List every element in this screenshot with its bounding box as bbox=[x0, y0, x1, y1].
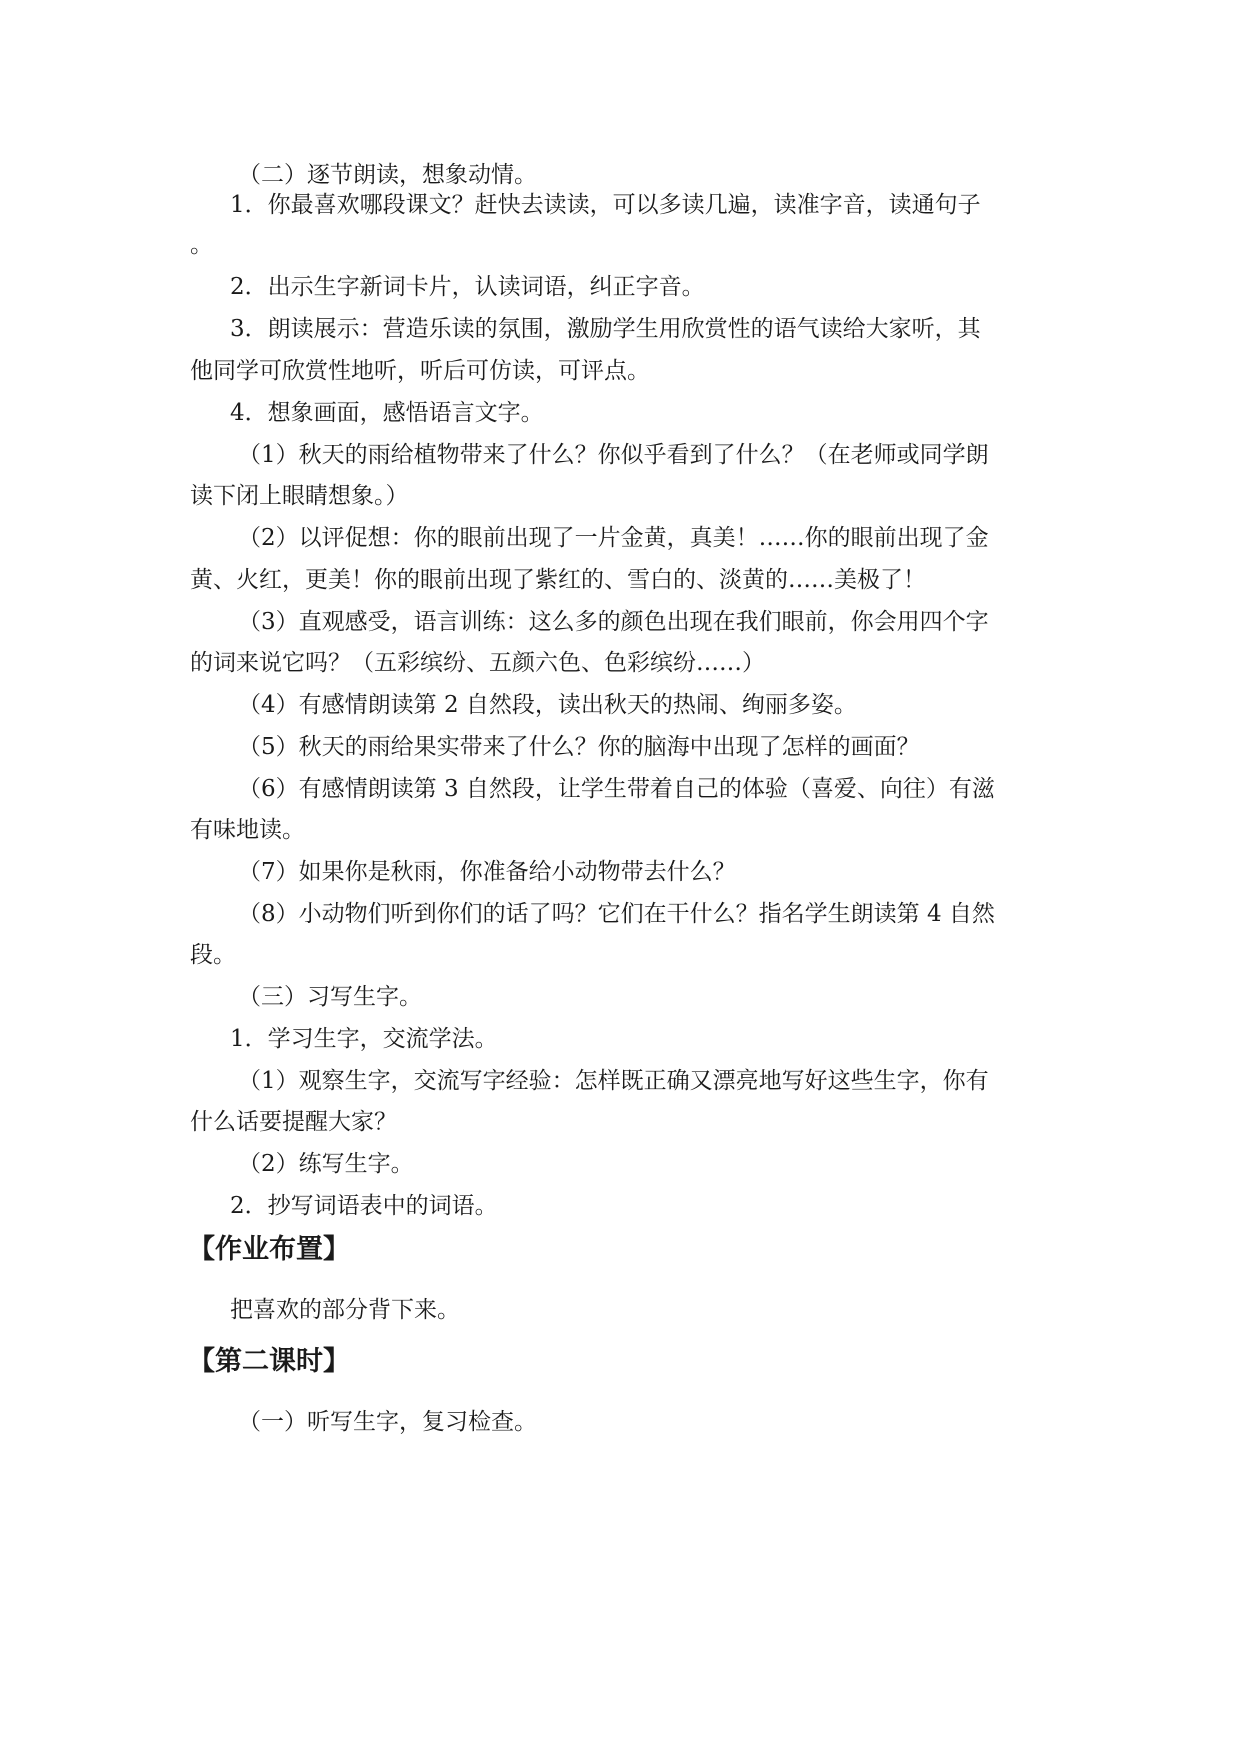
paragraph-line: 4．想象画面，感悟语言文字。 bbox=[230, 400, 544, 426]
paragraph-line: （4）有感情朗读第 2 自然段，读出秋天的热闹、绚丽多姿。 bbox=[238, 692, 857, 718]
second-lesson-text: （一）听写生字，复习检查。 bbox=[238, 1409, 537, 1435]
homework-text: 把喜欢的部分背下来。 bbox=[230, 1297, 460, 1323]
paragraph-line: 段。 bbox=[190, 942, 236, 968]
paragraph-line: 读下闭上眼睛想象。） bbox=[190, 483, 409, 509]
heading-homework: 【作业布置】 bbox=[188, 1234, 350, 1265]
paragraph-line: （8）小动物们听到你们的话了吗？它们在干什么？指名学生朗读第 4 自然 bbox=[238, 901, 995, 927]
paragraph-line: 黄、火红，更美！你的眼前出现了紫红的、雪白的、淡黄的……美极了！ bbox=[190, 567, 926, 593]
paragraph-line: 2．抄写词语表中的词语。 bbox=[230, 1193, 498, 1219]
paragraph-line: （2）练写生字。 bbox=[238, 1151, 414, 1177]
paragraph-line: 。 bbox=[190, 232, 213, 258]
paragraph-line: 什么话要提醒大家？ bbox=[190, 1109, 397, 1135]
paragraph-line: （5）秋天的雨给果实带来了什么？你的脑海中出现了怎样的画面？ bbox=[238, 734, 920, 760]
paragraph-line: 3．朗读展示：营造乐读的氛围，激励学生用欣赏性的语气读给大家听，其 bbox=[230, 316, 981, 342]
paragraph-line: 的词来说它吗？（五彩缤纷、五颜六色、色彩缤纷……） bbox=[190, 650, 765, 676]
paragraph-line: 1．你最喜欢哪段课文？赶快去读读，可以多读几遍，读准字音，读通句子 bbox=[230, 192, 981, 218]
paragraph-line: 他同学可欣赏性地听，听后可仿读，可评点。 bbox=[190, 358, 650, 384]
paragraph-line: （7）如果你是秋雨，你准备给小动物带去什么？ bbox=[238, 859, 736, 885]
paragraph-line: （3）直观感受，语言训练：这么多的颜色出现在我们眼前，你会用四个字 bbox=[238, 609, 989, 635]
paragraph-line: 2．出示生字新词卡片，认读词语，纠正字音。 bbox=[230, 274, 705, 300]
section-heading-2: （二）逐节朗读，想象动情。 bbox=[238, 162, 537, 188]
paragraph-line: 有味地读。 bbox=[190, 817, 305, 843]
paragraph-line: （1）秋天的雨给植物带来了什么？你似乎看到了什么？（在老师或同学朗 bbox=[238, 442, 989, 468]
heading-second-lesson: 【第二课时】 bbox=[188, 1346, 350, 1377]
paragraph-line: （2）以评促想：你的眼前出现了一片金黄，真美！……你的眼前出现了金 bbox=[238, 525, 989, 551]
section-heading-3: （三）习写生字。 bbox=[238, 984, 422, 1010]
paragraph-line: （1）观察生字，交流写字经验：怎样既正确又漂亮地写好这些生字，你有 bbox=[238, 1068, 989, 1094]
paragraph-line: 1．学习生字，交流学法。 bbox=[230, 1026, 498, 1052]
paragraph-line: （6）有感情朗读第 3 自然段，让学生带着自己的体验（喜爱、向往）有滋 bbox=[238, 776, 995, 802]
